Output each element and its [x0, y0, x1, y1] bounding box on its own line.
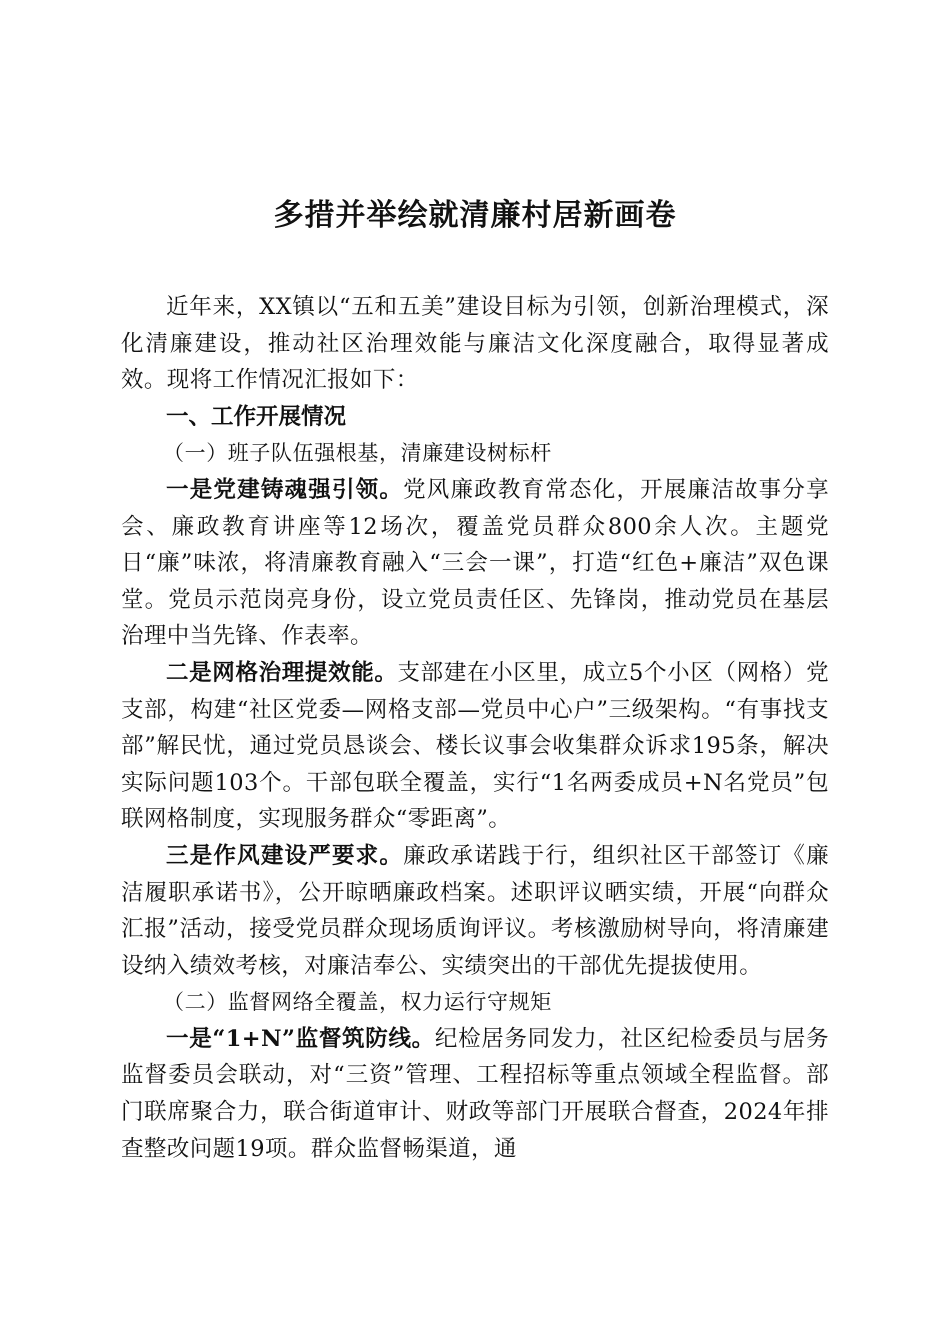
section-heading-work-status: 一、工作开展情况: [166, 403, 347, 430]
intro-paragraph: 近年来，XX镇以“五和五美”建设目标为引领，创新治理模式，深化清廉建设，推动社区治理效能与廉洁文化深度融合，取得显著成效。现将工作情况汇报如下：: [121, 294, 829, 394]
paragraph-text: 纪检居务同发力，社区纪检委员与居务监督委员会联动，对“三资”管理、工程招标等重点领域全程监督。部门联席聚合力，联合街道审计、财政等部门开展联合督查，2024年排查整改问题19项。群众监督畅渠道，通: [121, 1025, 829, 1162]
subsection-heading-team: （一）班子队伍强根基，清廉建设树标杆: [163, 441, 552, 466]
paragraph-party-building: [121, 472, 829, 655]
paragraph-text: 党风廉政教育常态化，开展廉洁故事分享会、廉政教育讲座等12场次，覆盖党员群众800余人次。主题党日“廉”味浓，将清廉教育融入“三会一课”，打造“红色+廉洁”双色课堂。党员示范岗亮身份，设立党员责任区、先锋岗，推动党员在基层治理中当先锋、作表率。: [121, 476, 829, 650]
paragraph-grid-governance: [121, 655, 829, 838]
document-title: 多措并举绘就清廉村居新画卷: [273, 198, 677, 233]
paragraph-lead: 三是作风建设严要求。: [166, 842, 404, 869]
paragraph-lead: 一是党建铸魂强引领。: [166, 476, 404, 503]
paragraph-work-style: [121, 838, 829, 984]
paragraph-text: 廉政承诺践于行，组织社区干部签订《廉洁履职承诺书》，公开晾晒廉政档案。述职评议晒实绩，开展“向群众汇报”活动，接受党员群众现场质询评议。考核激励树导向，将清廉建设纳入绩效考核，对廉洁奉公、实绩突出的干部优先提拔使用。: [121, 842, 829, 979]
paragraph-supervision: [121, 1021, 829, 1167]
paragraph-text: 支部建在小区里，成立5个小区（网格）党支部，构建“社区党委—网格支部—党员中心户”三级架构。“有事找支部”解民忧，通过党员恳谈会、楼长议事会收集群众诉求195条，解决实际问题103个。干部包联全覆盖，实行“1名两委成员+N名党员”包联网格制度，实现服务群众“零距离”。: [121, 659, 829, 833]
subsection-heading-supervision: （二）监督网络全覆盖，权力运行守规矩: [163, 990, 552, 1015]
paragraph-lead: 一是“1+N”监督筑防线。: [166, 1025, 435, 1052]
paragraph-lead: 二是网格治理提效能。: [166, 659, 398, 686]
document-body: [121, 289, 829, 1167]
